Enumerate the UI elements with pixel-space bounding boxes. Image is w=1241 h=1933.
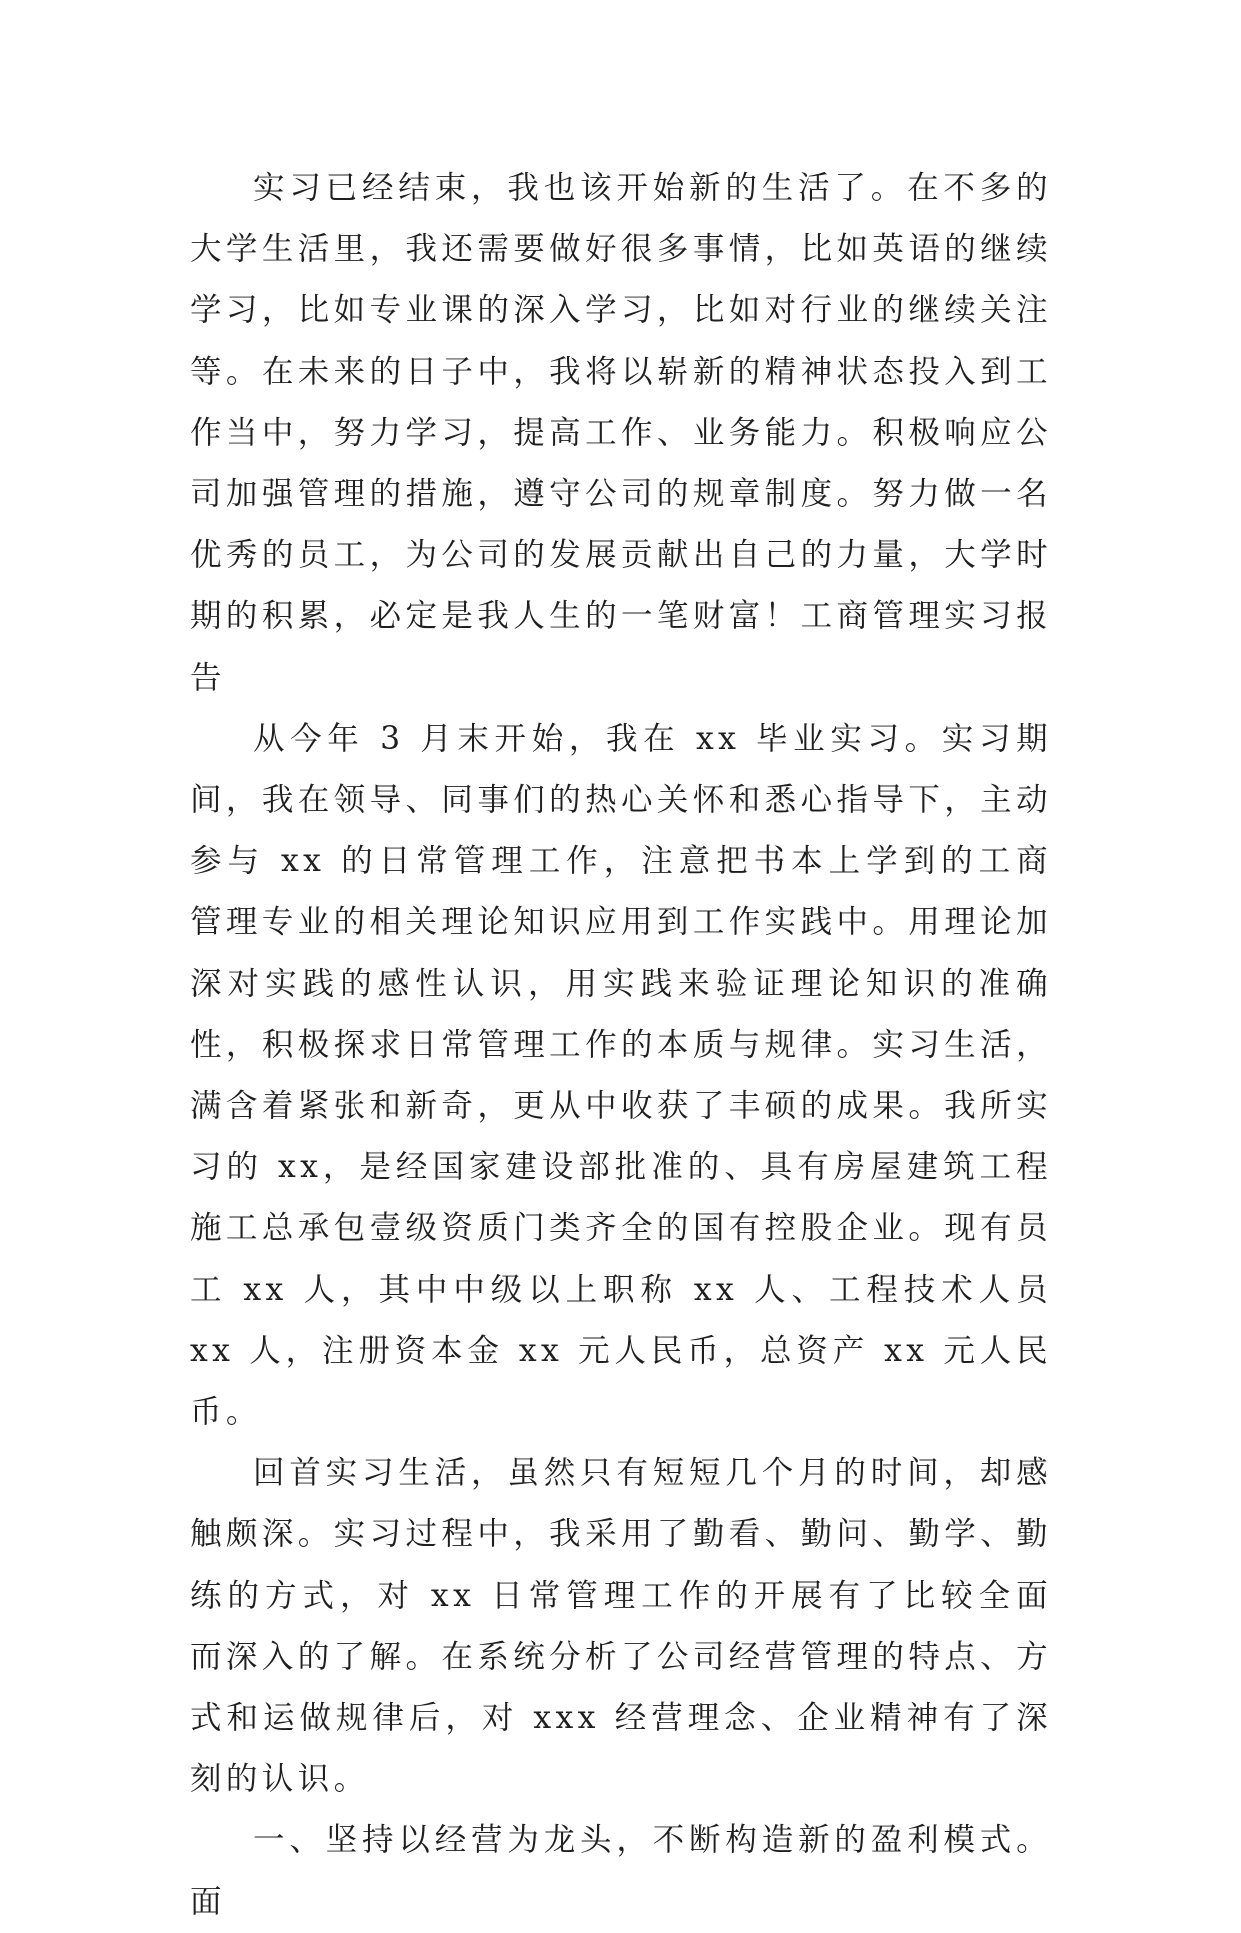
paragraph-4: 一、坚持以经营为龙头，不断构造新的盈利模式。 面: [190, 1822, 1052, 1920]
document-body: [190, 158, 1052, 1933]
paragraph-3: 回首实习生活，虽然只有短短几个月的时间，却感触颇深。实习过程中，我采用了勤看、勤问、勤学、勤练的方式，对 xx 日常管理工作的开展有了比较全面而深入的了解。在系统分析了公司经营管理的特点、方式和运做规律后，对 xxx 经营理念、企业精神有了深刻的认识。: [190, 1455, 1052, 1798]
paragraph-2: 从今年 3 月末开始，我在 xx 毕业实习。实习期间，我在领导、同事们的热心关怀和悉心指导下，主动参与 xx 的日常管理工作，注意把书本上学到的工商管理专业的相关理论知识应用到工作实践中。用理论加深对实践的感性认识，用实践来验证理论知识的准确性，积极探求日常管理工作的本质与规律。实习生活，满含着紧张和新奇，更从中收获了丰硕的成果。我所实习的 xx，是经国家建设部批准的、具有房屋建筑工程施工总承包壹级资质门类齐全的国有控股企业。现有员工 xx 人，其中中级以上职称 xx 人、工程技术人员 xx 人，注册资本金 xx 元人民币，总资产 xx 元人民币。: [190, 720, 1052, 1431]
paragraph-1: 实习已经结束，我也该开始新的生活了。在不多的大学生活里，我还需要做好很多事情，比如英语的继续学习，比如专业课的深入学习，比如对行业的继续关注等。在未来的日子中，我将以崭新的精神状态投入到工作当中，努力学习，提高工作、业务能力。积极响应公司加强管理的措施，遵守公司的规章制度。努力做一名优秀的员工，为公司的发展贡献出自己的力量，大学时期的积累，必定是我人生的一笔财富！工商管理实习报告: [190, 170, 1052, 696]
